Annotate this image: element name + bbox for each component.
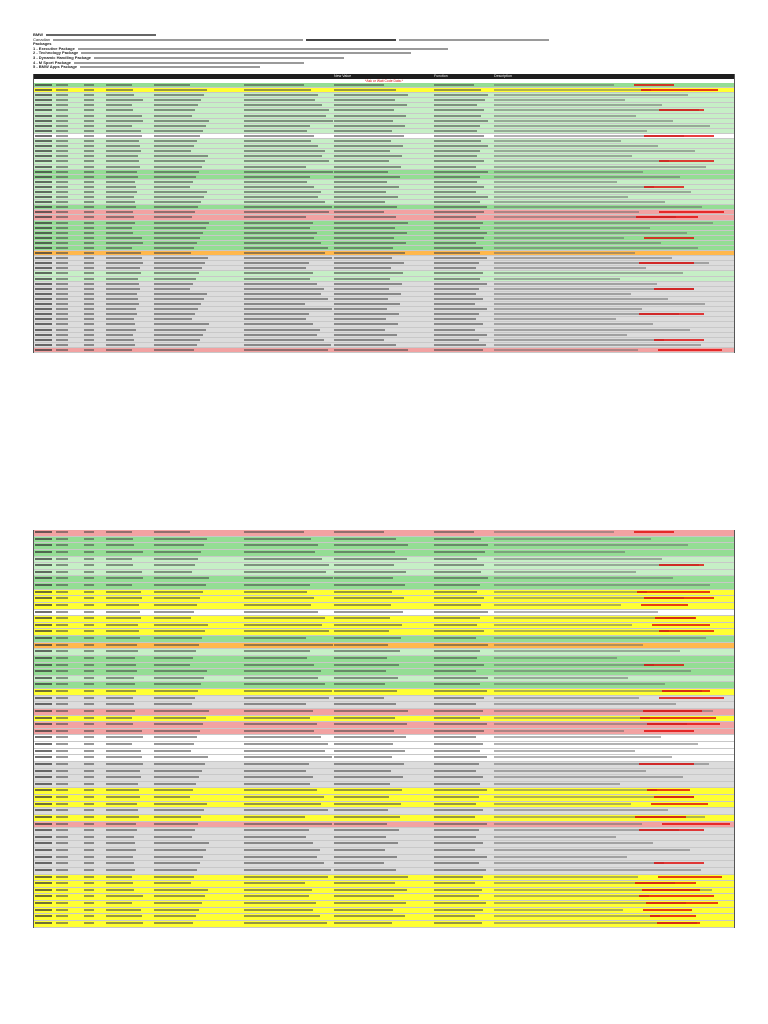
table-row [34,590,734,597]
table-row [34,596,734,603]
table-row [34,709,734,716]
table-row [34,576,734,583]
table-row [34,881,734,888]
table-row [34,649,734,656]
table-row [34,669,734,676]
table-row [34,749,734,756]
intro-package-4: 4 - M Sport Package [33,61,733,66]
table-row [34,815,734,822]
table-row [34,570,734,577]
table-row [34,656,734,663]
intro-package-2: 2 - Technology Package [33,51,733,56]
table-row [34,802,734,809]
table-row [34,914,734,921]
table-row [34,841,734,848]
table-row [34,682,734,689]
table-row [34,868,734,875]
table-row [34,348,734,353]
header-function: Function [434,74,448,78]
table-row [34,563,734,570]
table-row [34,543,734,550]
table-row [34,742,734,749]
table-row [34,643,734,650]
intro-subtitle: Canadian [33,38,733,43]
table-row [34,616,734,623]
table-row [34,663,734,670]
table-row [34,855,734,862]
table-row [34,908,734,915]
table-body-2 [34,530,734,928]
intro-packages-label: Packages [33,42,52,47]
table-row [34,828,734,835]
table-row [34,769,734,776]
table-row [34,550,734,557]
table-row [34,835,734,842]
intro-package-3: 3 - Dynamic Handling Package [33,56,733,61]
coding-table-1 [33,74,735,353]
intro-title: BMW [33,33,733,38]
table-row [34,557,734,564]
table-row [34,676,734,683]
table-row [34,788,734,795]
table-row [34,762,734,769]
table-row [34,875,734,882]
table-row [34,629,734,636]
table-row [34,689,734,696]
coding-table-2 [33,530,735,928]
table-row [34,583,734,590]
document-intro [33,33,733,70]
table-row [34,735,734,742]
header-description: Description [494,74,512,78]
table-body-1 [34,83,734,353]
intro-package-1: 1 - Executive Package [33,47,733,52]
table-row [34,696,734,703]
table-row [34,530,734,537]
table-row [34,702,734,709]
table-row [34,894,734,901]
table-row [34,848,734,855]
table-row [34,755,734,762]
table-row [34,901,734,908]
header-new-value: New Value [334,74,352,78]
table-row [34,775,734,782]
table-row [34,822,734,829]
table-row [34,537,734,544]
table-row [34,861,734,868]
table-row [34,636,734,643]
table-row [34,623,734,630]
table-row [34,729,734,736]
table-row [34,921,734,928]
table-row [34,795,734,802]
intro-package-5: 5 - BMW Apps Package [33,65,733,70]
table-row [34,782,734,789]
table-row [34,716,734,723]
table-row [34,603,734,610]
ask-wait-note: *Ask or Wait Code Data.* [365,79,403,83]
table-row [34,888,734,895]
table-row [34,808,734,815]
table-row [34,722,734,729]
table-row [34,610,734,617]
